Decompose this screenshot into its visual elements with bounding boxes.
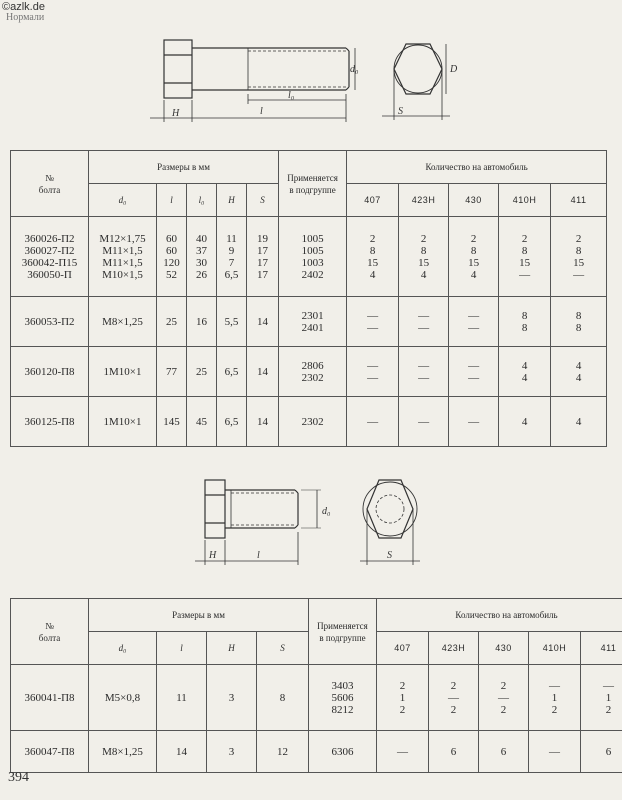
- cell-d0: [89, 397, 157, 447]
- header-H: H: [217, 184, 247, 217]
- cell-value: 4: [470, 268, 477, 281]
- cell-value: 360041-П8: [24, 691, 75, 704]
- cell-value: —: [603, 679, 615, 692]
- cell-value: 2: [500, 679, 507, 692]
- cell-d0: [89, 731, 157, 773]
- cell-value: М11×1,5: [102, 244, 143, 257]
- table-row: [11, 347, 607, 397]
- cell-q411: [581, 665, 622, 731]
- cell-value: 360042-П15: [21, 256, 78, 269]
- cell-value: 3: [228, 745, 235, 758]
- cell-value: 45: [196, 415, 207, 428]
- header-car-430-2: 430: [479, 632, 529, 665]
- cell-bolt: [11, 665, 89, 731]
- cell-q410: [529, 665, 581, 731]
- cell-value: —: [573, 268, 585, 281]
- cell-value: 360047-П8: [24, 745, 75, 758]
- cell-value: 360027-П2: [24, 244, 75, 257]
- header-car-407-2: 407: [377, 632, 429, 665]
- header-sizes: Размеры в мм: [89, 151, 279, 184]
- cell-q411: [551, 347, 607, 397]
- header-l0: l₀: [187, 184, 217, 217]
- bolt-drawing-1: [150, 30, 470, 125]
- cell-q411: [551, 297, 607, 347]
- cell-value: 8: [420, 244, 427, 257]
- cell-l: [157, 397, 187, 447]
- cell-value: М8×1,25: [102, 745, 143, 758]
- cell-value: 77: [166, 365, 177, 378]
- cell-value: 6: [605, 745, 612, 758]
- header-bolt-number: № болта: [11, 151, 89, 217]
- cell-value: 1М10×1: [103, 415, 142, 428]
- cell-value: —: [549, 679, 560, 692]
- cell-S: [257, 731, 309, 773]
- cell-q411: [551, 397, 607, 447]
- table-row: [11, 665, 622, 731]
- cell-value: 4: [521, 415, 528, 428]
- cell-value: 16: [196, 315, 207, 328]
- cell-S: [247, 347, 279, 397]
- cell-value: 6: [500, 745, 507, 758]
- label-l-2: l: [257, 550, 260, 561]
- cell-value: 8: [279, 691, 286, 704]
- cell-value: 60: [166, 232, 177, 245]
- cell-value: 4: [369, 268, 376, 281]
- page-header: Нормали: [6, 12, 45, 23]
- cell-value: 1005: [301, 244, 324, 257]
- header-car-407: 407: [347, 184, 399, 217]
- cell-value: 4: [521, 371, 528, 384]
- cell-value: 1: [551, 691, 558, 704]
- cell-value: 6,5: [224, 415, 239, 428]
- page-number: 394: [8, 770, 29, 785]
- cell-value: 19: [257, 232, 269, 245]
- cell-l0: [187, 347, 217, 397]
- cell-value: 15: [519, 256, 531, 269]
- cell-q410: [529, 731, 581, 773]
- cell-value: 8: [575, 244, 582, 257]
- cell-S: [247, 397, 279, 447]
- cell-q407: [377, 665, 429, 731]
- cell-q407: [347, 297, 399, 347]
- header-car-430: 430: [449, 184, 499, 217]
- table-row: [11, 397, 607, 447]
- cell-value: 2: [605, 703, 612, 716]
- bolt-drawing-2: [195, 470, 455, 570]
- cell-value: 360125-П8: [24, 415, 75, 428]
- cell-value: 6: [450, 745, 457, 758]
- cell-value: 17: [257, 244, 269, 257]
- cell-l: [157, 297, 187, 347]
- header-H-2: H: [207, 632, 257, 665]
- cell-l: [157, 731, 207, 773]
- cell-q430: [449, 397, 499, 447]
- cell-q410: [499, 397, 551, 447]
- cell-q407: [347, 397, 399, 447]
- cell-value: 14: [257, 365, 269, 378]
- header-car-411-2: 411: [581, 632, 622, 665]
- cell-value: 2: [420, 232, 427, 245]
- cell-sub: [309, 731, 377, 773]
- cell-q430: [449, 217, 499, 297]
- cell-value: 1003: [301, 256, 324, 269]
- cell-value: 2: [450, 703, 457, 716]
- cell-value: 1М10×1: [103, 365, 142, 378]
- cell-value: 2302: [301, 371, 324, 384]
- cell-q430: [479, 731, 529, 773]
- cell-q410: [499, 347, 551, 397]
- cell-value: 5606: [331, 691, 354, 704]
- cell-value: 15: [418, 256, 430, 269]
- cell-value: 14: [176, 745, 187, 758]
- cell-bolt: [11, 397, 89, 447]
- header-S: S: [247, 184, 279, 217]
- cell-value: —: [418, 371, 430, 384]
- cell-value: М5×0,8: [104, 691, 141, 704]
- cell-value: 360026-П2: [24, 232, 75, 245]
- cell-H: [207, 665, 257, 731]
- cell-value: —: [418, 359, 430, 372]
- bolt-table-2: [10, 598, 622, 773]
- cell-value: 25: [196, 365, 207, 378]
- cell-value: 2: [399, 679, 406, 692]
- cell-value: 2: [551, 703, 558, 716]
- cell-value: М10×1,5: [102, 268, 143, 281]
- label-S-2: S: [387, 550, 392, 561]
- cell-value: 4: [575, 359, 582, 372]
- cell-value: 360120-П8: [24, 365, 75, 378]
- cell-value: 8: [369, 244, 376, 257]
- cell-value: 25: [166, 315, 177, 328]
- cell-q407: [347, 217, 399, 297]
- cell-value: —: [397, 745, 408, 758]
- bolt-table-1: [10, 150, 607, 447]
- cell-sub: [279, 347, 347, 397]
- cell-value: 9: [228, 244, 235, 257]
- cell-value: —: [468, 371, 480, 384]
- cell-value: 15: [468, 256, 480, 269]
- cell-value: 26: [196, 268, 207, 281]
- cell-value: 1005: [301, 232, 324, 245]
- header-d0: d₀: [89, 184, 157, 217]
- header-quantity: Количество на автомобиль: [347, 151, 607, 184]
- cell-value: 120: [163, 256, 180, 269]
- cell-value: 8: [521, 309, 528, 322]
- cell-q423: [399, 347, 449, 397]
- cell-value: —: [549, 745, 560, 758]
- cell-bolt: [11, 731, 89, 773]
- cell-value: 8: [575, 321, 582, 334]
- cell-bolt: [11, 297, 89, 347]
- cell-value: 14: [257, 415, 269, 428]
- cell-value: 5,5: [224, 315, 239, 328]
- cell-value: 3403: [331, 679, 354, 692]
- cell-value: —: [367, 371, 379, 384]
- cell-value: М8×1,25: [102, 315, 143, 328]
- cell-value: —: [519, 268, 531, 281]
- header-car-410n-2: 410Н: [529, 632, 581, 665]
- cell-value: 17: [257, 268, 269, 281]
- cell-S: [247, 297, 279, 347]
- cell-value: 2806: [301, 359, 324, 372]
- header-applied: Применяется в подгруппе: [279, 151, 347, 217]
- cell-q411: [551, 217, 607, 297]
- cell-value: 6,5: [224, 365, 239, 378]
- cell-value: 2401: [301, 321, 324, 334]
- header-S-2: S: [257, 632, 309, 665]
- header-car-411: 411: [551, 184, 607, 217]
- cell-value: —: [498, 691, 509, 704]
- cell-q407: [377, 731, 429, 773]
- cell-value: 52: [166, 268, 177, 281]
- header-car-423n: 423Н: [399, 184, 449, 217]
- cell-value: 8: [470, 244, 477, 257]
- cell-value: 7: [228, 256, 235, 269]
- cell-value: 4: [420, 268, 427, 281]
- label-d0: d₀: [350, 64, 359, 75]
- header-l: l: [157, 184, 187, 217]
- cell-value: 8: [521, 244, 528, 257]
- cell-value: 4: [575, 371, 582, 384]
- cell-value: 1: [605, 691, 612, 704]
- cell-sub: [279, 397, 347, 447]
- header-applied-2: Применяется в подгруппе: [309, 599, 377, 665]
- header-car-423n-2: 423Н: [429, 632, 479, 665]
- cell-value: 4: [575, 415, 582, 428]
- cell-value: —: [418, 309, 430, 322]
- cell-value: 2302: [301, 415, 324, 428]
- cell-value: 2: [521, 232, 528, 245]
- cell-H: [217, 217, 247, 297]
- header-sizes-2: Размеры в мм: [89, 599, 309, 632]
- cell-H: [217, 297, 247, 347]
- cell-value: 40: [196, 232, 207, 245]
- cell-H: [217, 347, 247, 397]
- bolt-table-2-body: [11, 665, 622, 773]
- header-car-410n: 410Н: [499, 184, 551, 217]
- cell-q410: [499, 297, 551, 347]
- cell-value: 2301: [301, 309, 324, 322]
- cell-value: —: [418, 415, 430, 428]
- cell-H: [217, 397, 247, 447]
- cell-value: 17: [257, 256, 269, 269]
- cell-l: [157, 347, 187, 397]
- cell-value: 2402: [301, 268, 324, 281]
- header-d0-2: d₀: [89, 632, 157, 665]
- cell-value: 11: [176, 691, 187, 704]
- cell-sub: [309, 665, 377, 731]
- cell-value: 30: [196, 256, 207, 269]
- cell-value: 12: [277, 745, 288, 758]
- cell-value: 15: [367, 256, 379, 269]
- cell-value: 360050-П: [27, 268, 72, 281]
- table-row: [11, 731, 622, 773]
- cell-value: 6,5: [224, 268, 239, 281]
- cell-q423: [429, 731, 479, 773]
- cell-value: М11×1,5: [102, 256, 143, 269]
- label-H-2: H: [209, 550, 217, 561]
- cell-q411: [581, 731, 622, 773]
- cell-value: —: [367, 359, 379, 372]
- cell-value: 8: [521, 321, 528, 334]
- cell-value: 360053-П2: [24, 315, 75, 328]
- label-H: H: [172, 108, 180, 119]
- cell-sub: [279, 297, 347, 347]
- cell-value: М12×1,75: [99, 232, 146, 245]
- cell-q430: [449, 297, 499, 347]
- cell-H: [207, 731, 257, 773]
- header-quantity-2: Количество на автомобиль: [377, 599, 622, 632]
- cell-sub: [279, 217, 347, 297]
- cell-l0: [187, 217, 217, 297]
- cell-value: 11: [226, 232, 237, 245]
- cell-bolt: [11, 347, 89, 397]
- cell-value: 2: [450, 679, 457, 692]
- cell-q423: [399, 397, 449, 447]
- cell-value: —: [468, 359, 480, 372]
- cell-d0: [89, 665, 157, 731]
- cell-value: 2: [399, 703, 406, 716]
- cell-d0: [89, 297, 157, 347]
- header-bolt-number-2: № болта: [11, 599, 89, 665]
- cell-value: 2: [369, 232, 376, 245]
- cell-q410: [499, 217, 551, 297]
- label-l: l: [260, 106, 263, 117]
- cell-l: [157, 665, 207, 731]
- cell-value: —: [468, 309, 480, 322]
- cell-value: —: [367, 321, 379, 334]
- watermark: ©azlk.de: [2, 1, 45, 13]
- cell-value: 60: [166, 244, 177, 257]
- cell-l0: [187, 297, 217, 347]
- cell-q430: [479, 665, 529, 731]
- cell-value: 2: [500, 703, 507, 716]
- cell-value: 3: [228, 691, 235, 704]
- cell-value: 1: [399, 691, 406, 704]
- cell-value: 2: [470, 232, 477, 245]
- cell-value: —: [468, 415, 480, 428]
- cell-value: 8212: [331, 703, 354, 716]
- cell-q423: [399, 297, 449, 347]
- cell-value: 4: [521, 359, 528, 372]
- label-d0-2: d₀: [322, 506, 331, 517]
- cell-value: 6306: [331, 745, 354, 758]
- cell-q423: [429, 665, 479, 731]
- cell-value: 8: [575, 309, 582, 322]
- table-row: [11, 217, 607, 297]
- cell-bolt: [11, 217, 89, 297]
- label-l0: l₀: [288, 90, 295, 101]
- cell-l0: [187, 397, 217, 447]
- cell-value: —: [448, 691, 459, 704]
- cell-value: —: [468, 321, 480, 334]
- cell-d0: [89, 217, 157, 297]
- cell-d0: [89, 347, 157, 397]
- cell-value: —: [367, 309, 379, 322]
- cell-value: 14: [257, 315, 269, 328]
- cell-S: [247, 217, 279, 297]
- table-row: [11, 297, 607, 347]
- cell-value: —: [367, 415, 379, 428]
- cell-q407: [347, 347, 399, 397]
- cell-value: 37: [196, 244, 207, 257]
- cell-value: 2: [575, 232, 582, 245]
- cell-q430: [449, 347, 499, 397]
- header-l-2: l: [157, 632, 207, 665]
- cell-l: [157, 217, 187, 297]
- cell-q423: [399, 217, 449, 297]
- cell-value: 15: [573, 256, 585, 269]
- cell-value: 145: [163, 415, 180, 428]
- label-D: D: [450, 64, 458, 75]
- cell-S: [257, 665, 309, 731]
- cell-value: —: [418, 321, 430, 334]
- label-S: S: [398, 106, 403, 117]
- bolt-table-1-body: [11, 217, 607, 447]
